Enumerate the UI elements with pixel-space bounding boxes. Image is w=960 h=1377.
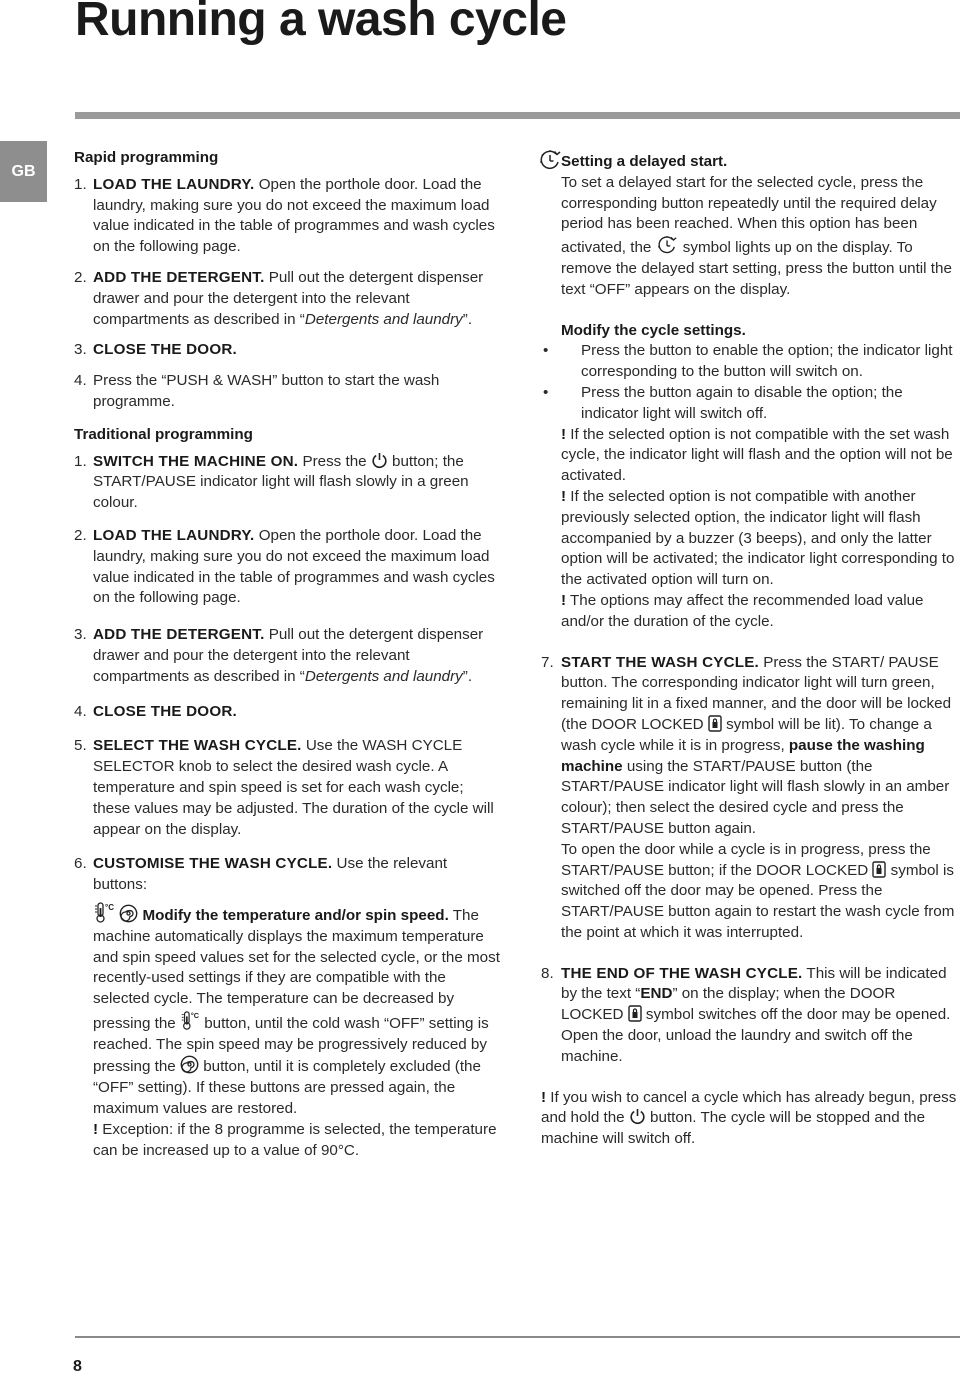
thermometer-celsius-icon (180, 1010, 200, 1031)
cancel-cycle-note: ! If you wish to cancel a cycle which has already begun, press and hold the button. The cycle will be stopped and the machine will switch off. (541, 1088, 957, 1148)
power-icon (629, 1108, 646, 1125)
traditional-step-6: 6. CUSTOMISE THE WASH CYCLE. Use the relevant buttons: °C Modify the temperature and/or spin speed. The machine automatically displays the maximum temperature and spin speed values set for the selected cycle, or the most recently-used settings if they are compatible with the selected cycle. The temperature can be decreased by pressing the °C button, until the cold wash “OFF” setting is reached. The spin speed may be progressively reduced by pressing the button, until it is completely excluded (the “OFF” setting). If these buttons are pressed again, the maximum values are restored. ! Exception: if the 8 programme is selected, the temperature can be increased up to a value of 90°C. (74, 854, 502, 1161)
svg-text:°C: °C (190, 1011, 200, 1021)
rapid-step-2: 2. ADD THE DETERGENT. Pull out the detergent dispenser drawer and pour the detergent into the relevant compartments as described in “Detergents and laundry”. (74, 268, 484, 328)
footer-divider (75, 1336, 960, 1338)
rapid-programming-heading: Rapid programming (74, 149, 219, 166)
traditional-step-1: 1. SWITCH THE MACHINE ON. Press the button; the START/PAUSE indicator light will flash slowly in a green colour. (74, 452, 469, 512)
end-wash-step: 8. THE END OF THE WASH CYCLE. This will be indicated by the text “END” on the display; when the DOOR LOCKED symbol switches off the door may be opened. Open the door, unload the laundry and switch off the machine. (541, 964, 951, 1065)
traditional-programming-heading: Traditional programming (74, 425, 253, 443)
traditional-step-2: 2. LOAD THE LAUNDRY. Open the porthole door. Load the laundry, making sure you do not exceed the maximum load value indicated in the table of programmes and wash cycles on the following page. (74, 526, 495, 607)
delayed-start-icon (656, 235, 679, 255)
rapid-step-3: 3. CLOSE THE DOOR. (74, 341, 237, 359)
door-locked-icon (872, 861, 886, 878)
modify-note-1: ! If the selected option is not compatible with the set wash cycle, the indicator light will flash and the option will not be activated. (561, 425, 953, 485)
delayed-start-icon (539, 149, 562, 171)
temperature-spin-paragraph: °C Modify the temperature and/or spin speed. The machine automatically displays the maximum temperature and spin speed values set for the selected cycle, or the most recently-used settings if they are compatible with the selected cycle. The temperature can be decreased by pressing the °C button, until the cold wash “OFF” setting is reached. The spin speed may be progressively reduced by pressing the button, until it is completely excluded (the “OFF” setting). If these buttons are pressed again, the maximum values are restored. (93, 902, 500, 1118)
modify-settings-section (541, 321, 960, 633)
traditional-step-4: 4. CLOSE THE DOOR. (74, 702, 237, 720)
right-column (541, 152, 960, 1150)
svg-text:°C: °C (105, 902, 114, 912)
door-locked-icon (628, 1005, 642, 1022)
modify-note-3: ! The options may affect the recommended load value and/or the duration of the cycle. (561, 591, 924, 630)
traditional-step-5: 5. SELECT THE WASH CYCLE. Use the WASH CYCLE SELECTOR knob to select the desired wash cycle. A temperature and spin speed is set for each wash cycle; these values may be adjusted. The duration of the cycle will appear on the display. (74, 737, 494, 838)
traditional-step-3: 3. ADD THE DETERGENT. Pull out the detergent dispenser drawer and pour the detergent into the relevant compartments as described in “Detergents and laundry”. (74, 626, 484, 685)
delayed-start-text: To set a delayed start for the selected cycle, press the corresponding button repeatedly until the required delay period has been reached. When this option has been activated, the symbol lights up on the display. To remove the delayed start setting, press the button until the text “OFF” appears on the display. (561, 173, 952, 298)
start-wash-step: 7. START THE WASH CYCLE. Press the START/ PAUSE button. The corresponding indicator light will turn green, remaining lit in a fixed manner, and the door will be locked (the DOOR LOCKED symbol will be lit). To change a wash cycle while it is in progress, pause the washing machine using the START/PAUSE button (the START/PAUSE indicator light will flash slowly in an amber colour); then select the desired cycle and press the START/PAUSE button again. To open the door while a cycle is in progress, press the START/PAUSE button; if the DOOR LOCKED symbol is switched off the door may be opened. Press the START/PAUSE button again to restart the wash cycle from the point at which it was interrupted. (541, 653, 960, 944)
rapid-step-4: 4. Press the “PUSH & WASH” button to start the wash programme. (74, 372, 440, 410)
power-icon (371, 452, 388, 469)
exception-note: ! Exception: if the 8 programme is selected, the temperature can be increased up to a value of 90°C. (93, 1120, 497, 1159)
spin-icon (180, 1055, 199, 1074)
modify-settings-heading: Modify the cycle settings. (561, 321, 746, 339)
modify-bullet-2: • Press the button again to disable the option; the indicator light will switch off. (541, 383, 960, 425)
rapid-step-1: 1. LOAD THE LAUNDRY. Open the porthole door. Load the laundry, making sure you do not exceed the maximum load value indicated in the table of programmes and wash cycles on the following page. (74, 175, 495, 256)
open-door-paragraph: To open the door while a cycle is in progress, press the START/PAUSE button; if the DOOR LOCKED symbol is switched off the door may be opened. Press the START/PAUSE button again to restart the wash cycle from the point at which it was interrupted. (561, 840, 955, 941)
delayed-start-section (541, 152, 960, 301)
modify-note-2: ! If the selected option is not compatible with another previously selected option, the indicator light will flash accompanied by a buzzer (3 beeps), and only the latter option will be activated; the indicator light corresponding to the activated option will turn on. (561, 487, 955, 589)
title-divider (75, 112, 960, 119)
left-column (74, 148, 502, 1171)
spin-icon (119, 904, 138, 923)
language-tab: GB (0, 141, 47, 202)
delayed-start-heading: Setting a delayed start. (561, 153, 728, 170)
thermometer-celsius-icon (93, 902, 115, 923)
modify-bullet-1: • Press the button to enable the option; the indicator light corresponding to the button will switch on. (541, 341, 960, 383)
page-title: Running a wash cycle (75, 0, 567, 46)
page-number: 8 (73, 1358, 82, 1375)
door-locked-icon (708, 715, 722, 732)
